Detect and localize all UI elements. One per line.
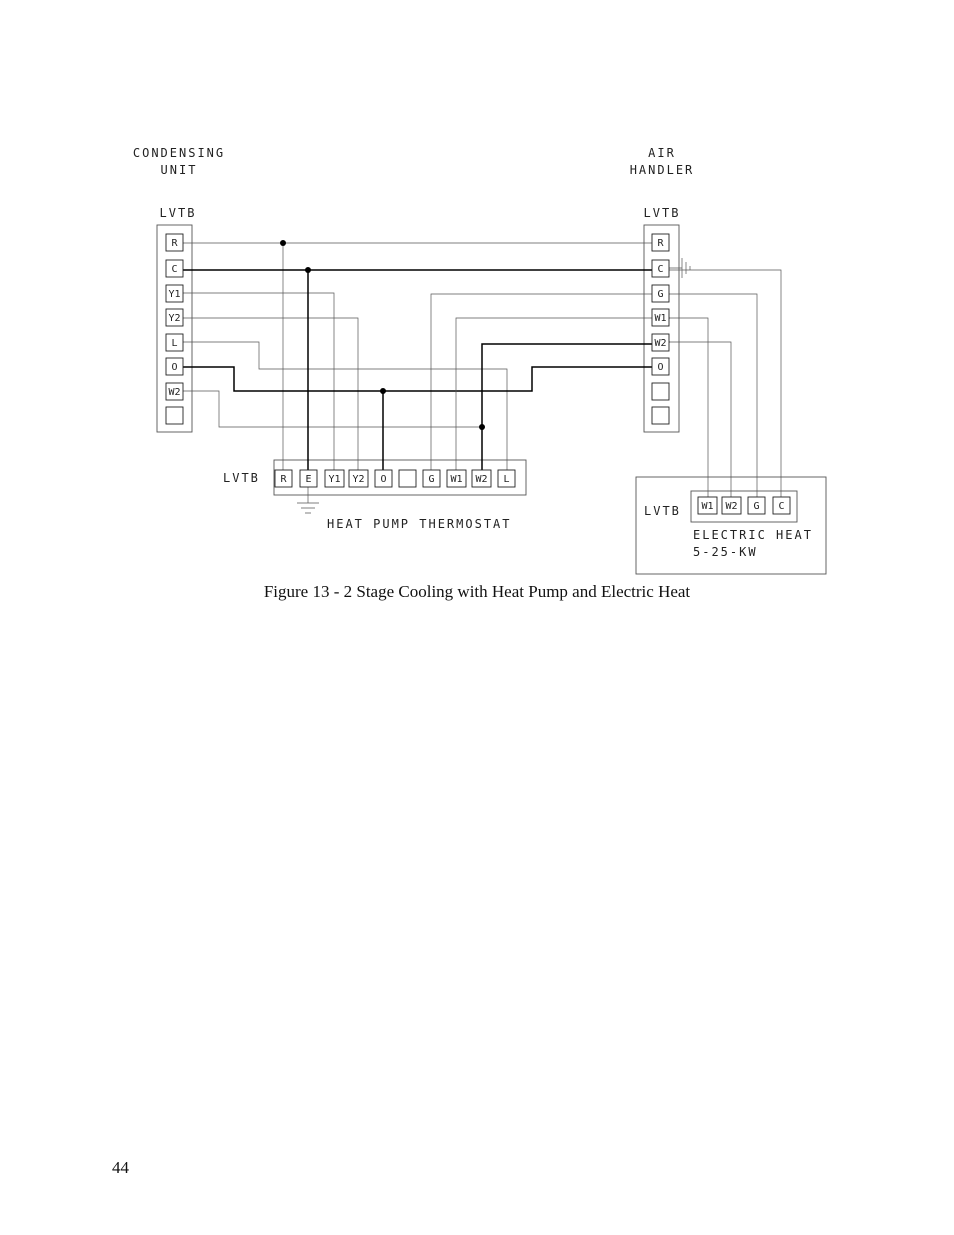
terminal-label: G <box>428 474 435 485</box>
terminal-label: L <box>503 474 510 485</box>
terminal-label: W2 <box>168 387 181 398</box>
terminal-label: E <box>305 474 312 485</box>
condensing-terminal-strip <box>157 225 192 432</box>
terminal-box <box>166 407 183 424</box>
wiring-diagram <box>0 0 954 600</box>
electric-heat-label-line2: 5-25-KW <box>693 545 758 559</box>
terminal-label: W2 <box>475 474 488 485</box>
wire-eh-c <box>669 270 781 497</box>
terminal-label: R <box>280 474 287 485</box>
air-handler-lvtb-label: LVTB <box>643 206 681 220</box>
terminal-label: G <box>657 289 664 300</box>
terminal-label: C <box>171 264 178 275</box>
wire-w2 <box>482 344 652 470</box>
thick-wires <box>183 270 652 470</box>
electric-heat-terminals <box>698 497 790 514</box>
terminal-label: L <box>171 338 178 349</box>
thermostat-lvtb-label: LVTB <box>223 471 260 485</box>
junction-dot <box>305 267 311 273</box>
thermostat-terminals <box>275 470 515 487</box>
terminal-label: W1 <box>450 474 463 485</box>
air-handler-terminal-strip <box>644 225 679 432</box>
terminal-label: R <box>657 238 664 249</box>
terminal-label: G <box>753 501 760 512</box>
page-number: 44 <box>112 1158 129 1177</box>
thermostat-label: HEAT PUMP THERMOSTAT <box>327 517 512 531</box>
wire-eh-w1 <box>669 318 708 497</box>
figure-caption: Figure 13 - 2 Stage Cooling with Heat Pump and Electric Heat <box>263 582 691 601</box>
terminal-label: W2 <box>654 338 667 349</box>
junction-dot <box>479 424 485 430</box>
wire-w1 <box>456 318 652 470</box>
terminal-label: O <box>657 362 664 373</box>
wire-g <box>431 294 652 470</box>
terminal-label: C <box>657 264 664 275</box>
junction-dot <box>380 388 386 394</box>
condensing-lvtb-label: LVTB <box>159 206 197 220</box>
wire-w2-condensing <box>183 391 482 427</box>
air-handler-title-line1: AIR <box>648 146 676 160</box>
wire-y1 <box>183 293 334 470</box>
wire-l <box>183 342 507 470</box>
condensing-unit-title-line1: CONDENSING <box>132 146 226 160</box>
ground-symbol-thermostat <box>297 485 319 513</box>
terminal-box <box>652 383 669 400</box>
electric-heat-label-line1: ELECTRIC HEAT <box>693 528 813 542</box>
terminal-label: Y2 <box>168 313 181 324</box>
terminal-label: W1 <box>654 313 667 324</box>
wire-o <box>183 367 652 391</box>
terminal-label: O <box>171 362 178 373</box>
wire-eh-g <box>669 294 757 497</box>
air-handler-terminals <box>652 234 669 424</box>
terminal-label: C <box>778 501 785 512</box>
terminal-box <box>399 470 416 487</box>
air-handler-title-line2: HANDLER <box>629 163 695 177</box>
electric-heat-lvtb-label: LVTB <box>644 504 681 518</box>
wire-eh-w2 <box>669 342 731 497</box>
terminal-label: R <box>171 238 178 249</box>
terminal-label: Y1 <box>168 289 181 300</box>
terminal-label: W2 <box>725 501 738 512</box>
condensing-unit-title-line2: UNIT <box>160 163 198 177</box>
junction-dot <box>280 240 286 246</box>
ground-symbol-air-handler <box>669 258 690 278</box>
terminal-label: W1 <box>701 501 714 512</box>
terminal-box <box>652 407 669 424</box>
terminal-label: Y1 <box>328 474 341 485</box>
terminal-label: O <box>380 474 387 485</box>
wire-y2 <box>183 318 358 470</box>
condensing-terminals <box>166 234 183 424</box>
terminal-label: Y2 <box>352 474 365 485</box>
